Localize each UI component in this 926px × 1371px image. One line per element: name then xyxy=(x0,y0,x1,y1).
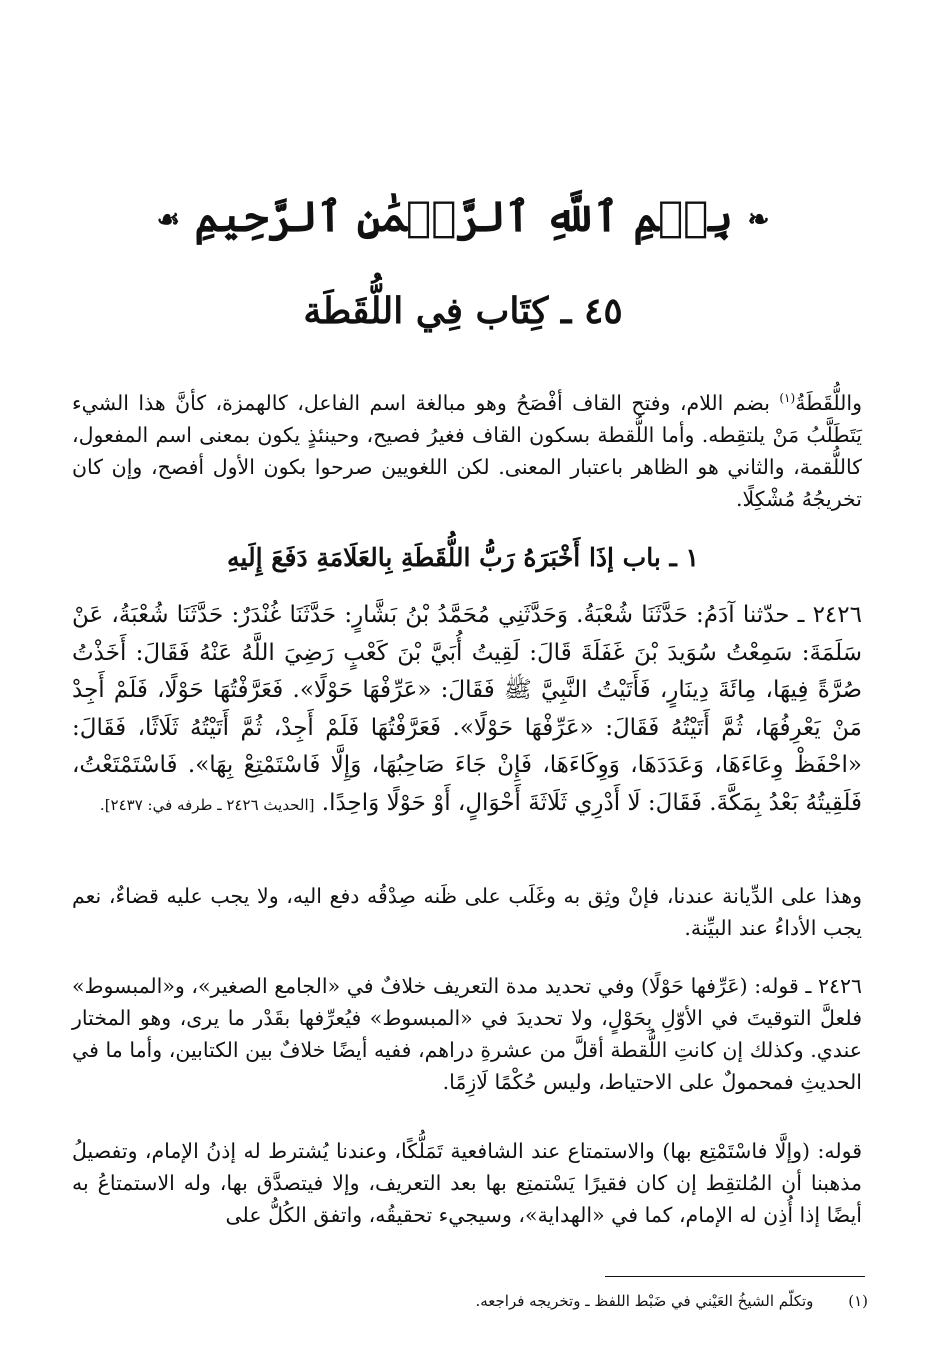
footnote-separator xyxy=(605,1276,865,1277)
intro-lead: واللُّقَطَةُ xyxy=(795,390,862,415)
intro-paragraph xyxy=(72,382,862,515)
commentary-paragraph: وهذا على الدِّيانة عندنا، فإنْ وثِق به وغَلَب على ظَنه صِدْقُه دفع اليه، ولا يجب عليه قضاءٌ، نعم يجب الأداءُ عند البيِّنة. xyxy=(72,884,862,940)
hadith-body: ٢٤٢٦ ـ حدّثنا آدَمُ: حَدَّثَنَا شُعْبَةُ. وَحَدَّثَنِي مُحَمَّدُ بْنُ بَشَّارٍ: حَدَّثَنَا غُنْدَرٌ: حَدَّثَنَا شُعْبَةُ، عَنْ سَلَمَةَ: سَمِعْتُ سُوَيدَ بْنَ غَفَلَةَ قَالَ: لَقِيتُ أُبَيَّ بْنَ كَعْبٍ رَضِيَ اللَّهُ عَنْهُ فَقَالَ: أَخَذْتُ صُرَّةً فِيهَا، مِائَةَ دِينَارٍ، فَأَتَيْتُ النَّبِيَّ ﷺ فَقَالَ: «عَرِّفْهَا حَوْلًا». فَعَرَّفْتُهَا حَوْلًا، فَلَمْ أَجِدْ مَنْ يَعْرِفُهَا، ثُمَّ أَتَيْتُهُ فَقَالَ: «عَرِّفْهَا حَوْلًا». فَعَرَّفْتُهَا فَلَمْ أَجِدْ، ثُمَّ أَتَيْتُهُ ثَلَاثًا، فَقَالَ: «احْفَظْ وِعَاءَهَا، وَعَدَدَهَا، وَوِكَاءَهَا، فَإِنْ جَاءَ صَاحِبُهَا، وَإِلَّا فَاسْتَمْتِعْ بِهَا». فَاسْتَمْتَعْتُ، فَلَقِيتُهُ بَعْدُ بِمَكَّةَ. فَقَالَ: لَا أَدْرِي ثَلَاثَةَ أَحْوَالٍ، أَوْ حَوْلًا وَاحِدًا. xyxy=(72,602,862,816)
chapter-heading: ١ ـ باب إذَا أَخْبَرَهُ رَبُّ اللُّقَطَةِ بِالعَلَامَةِ دَفَعَ إِلَيهِ xyxy=(227,543,699,572)
footnote-number: (١) xyxy=(848,1292,868,1310)
ornament-icon: ❧ xyxy=(747,205,770,235)
book-title: ٤٥ ـ كِتَاب فِي اللُّقَطَة xyxy=(303,290,623,332)
commentary-paragraph: ٢٤٢٦ ـ قوله: (عَرِّفها حَوْلًا) وفي تحديد مدة التعريف خلافٌ في «الجامع الصغير»، و«المبسوط» فلعلَّ التوقيتَ في الأوّلِ بِحَوْلٍ، ولا تحديدَ في «المبسوط» فيُعرِّفها بقَدْر ما يرى، وهو المختار عندي. وكذلك إن كانتِ اللُّقطة أقلَّ من عشرةِ دراهم، ففيه أيضًا خلافٌ بين الكتابين، وأما ما في الحديثِ فمحمولٌ على الاحتياط، وليس حُكْمًا لَازِمًا. xyxy=(72,974,862,1094)
basmala-text: بِسۡمِ ٱللَّهِ ٱلرَّحۡمَٰنِ ٱلرَّحِيمِ xyxy=(194,192,733,241)
hadith-text xyxy=(72,597,862,824)
basmala xyxy=(0,192,926,241)
footnote-text: وتكلّم الشيخُ العَيْني في ضَبْط اللفظ ـ وتخريجه فراجعه. xyxy=(475,1292,814,1310)
hadith-reference: [الحديث ٢٤٢٦ ـ طرفه في: ٢٤٣٧]. xyxy=(99,795,315,814)
footnote-marker: (١) xyxy=(779,391,796,405)
commentary-paragraph: قوله: (وإلَّا فاسْتَمْتِع بها) والاستمتاع عند الشافعية تَمَلُّكًا، وعندنا يُشترط له إذنُ الإمام، وتفصيلُ مذهبنا أن المُلتقِط إن كان فقيرًا يَسْتمتِع بها بعد التعريف، وإلا فيتصدَّق بها، وله الاستمتاعُ به أيضًا إذا أُذِن له الإمام، كما في «الهداية»، وسيجيء تحقيقُه، واتفق الكُلُّ على xyxy=(72,1139,862,1227)
intro-text: بضم اللام، وفتح القاف أفْصَحُ وهو مبالغة اسم الفاعل، كالهمزة، كأنَّ هذا الشيء يَتَطَلَّبُ مَنْ يلتقِطه. وأما اللُّقطة بسكون القاف فغيرُ فصيح، وحينئذٍ يكون بمعنى اسم المفعول، كاللُّقمة، والثاني هو الظاهر باعتبار المعنى. لكن اللغويين صرحوا بكون الأول أفصح، وإن كان تخريجُهُ مُشْكِلًا. xyxy=(72,390,862,511)
footnote xyxy=(348,1290,868,1312)
ornament-icon: ☙ xyxy=(156,205,180,235)
